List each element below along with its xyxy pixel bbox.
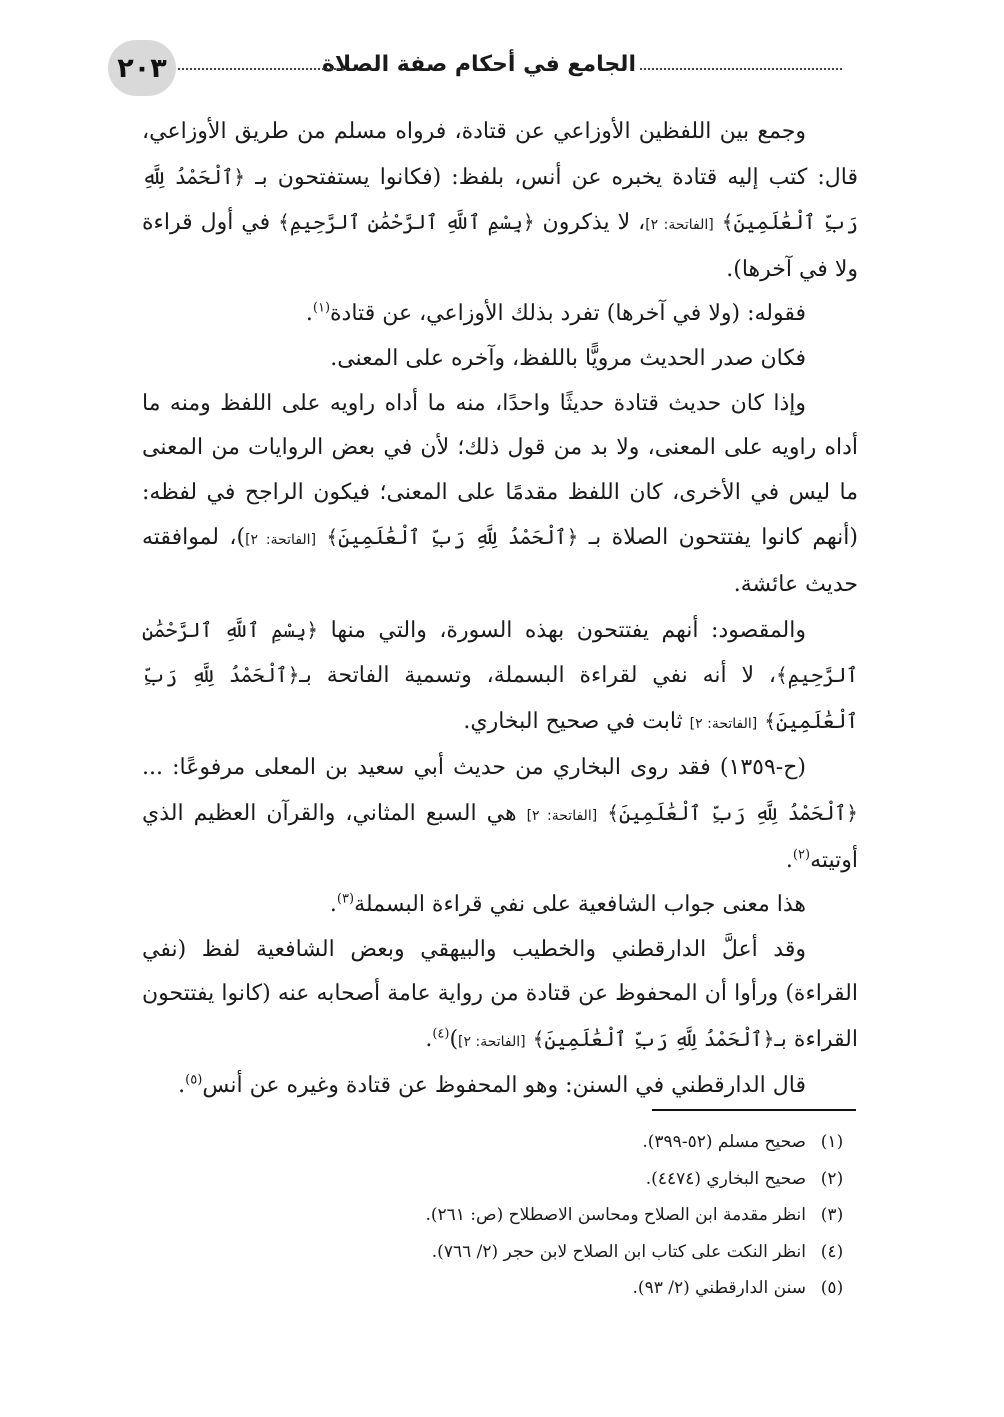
footnote	[142, 1161, 858, 1198]
footnote-separator	[652, 1109, 856, 1111]
footnotes	[142, 1124, 858, 1307]
quran-quote: ﴿ٱلْحَمْدُ لِلَّهِ رَبِّ ٱلْعَٰلَمِينَ﴾	[532, 1026, 775, 1051]
text-run: )	[449, 1026, 459, 1052]
quran-quote: ﴿ٱلْحَمْدُ لِلَّهِ رَبِّ ٱلْعَٰلَمِينَ﴾	[142, 663, 858, 733]
paragraph	[142, 883, 858, 928]
text-run: فكان صدر الحديث مرويًّا باللفظ، وآخره على المعنى.	[330, 345, 806, 371]
footnote-number: (٢)	[820, 1168, 844, 1189]
paragraph	[142, 1064, 858, 1109]
surah-reference: [الفاتحة: ٢]	[458, 1033, 526, 1050]
text-run	[714, 210, 722, 235]
quran-quote: ﴿ٱلْحَمْدُ لِلَّهِ رَبِّ ٱلْعَٰلَمِينَ﴾	[607, 800, 859, 825]
footnote	[142, 1270, 858, 1307]
text-run: .	[178, 1073, 186, 1099]
paragraph	[142, 608, 858, 747]
text-run	[597, 801, 607, 826]
text-run: )، لموافقته حديث عائشة.	[142, 525, 858, 597]
main-text	[142, 110, 858, 1109]
surah-reference: [الفاتحة: ٢]	[689, 715, 758, 732]
running-header-title: الجامع في أحكام صفة الصلاة	[321, 52, 636, 77]
surah-reference: [الفاتحة: ٢]	[245, 532, 317, 549]
footnote	[142, 1234, 858, 1271]
footnote-number: (٣)	[820, 1205, 844, 1225]
footnote-text: سنن الدارقطني (٢/ ٩٣).	[632, 1278, 806, 1298]
footnote	[142, 1124, 858, 1161]
footnote-number: (٥)	[820, 1278, 844, 1298]
footnote-number: (١)	[820, 1132, 844, 1152]
text-run: قال الدارقطني في السنن: وهو المحفوظ عن قتادة وغيره عن أنس	[202, 1073, 806, 1099]
paragraph	[142, 110, 858, 292]
text-run: والمقصود: أنهم يفتتحون بهذه السورة، والتي منها	[318, 617, 806, 643]
footnote-marker: (٢)	[792, 847, 811, 863]
header-dotted-rule-left	[178, 56, 344, 70]
text-run: هذا معنى جواب الشافعية على نفي قراءة البسملة	[354, 892, 806, 918]
paragraph	[142, 746, 858, 883]
paragraph	[142, 382, 858, 608]
footnote-number: (٤)	[820, 1241, 844, 1262]
header-dotted-rule-right	[640, 56, 842, 70]
text-run: وإذا كان حديث قتادة حديثًا واحدًا، منه ما أداه راويه على اللفظ ومنه ما أداه راويه على المعنى، ولا بد من قول ذلك؛ لأن في بعض الروايات من المعنى ما ليس في الأخرى، كان اللفظ مقدمًا على المعنى؛ فيكون الراجح في لفظه: (أنهم كانوا يفتتحون الصلاة بـ	[142, 390, 858, 551]
footnote	[142, 1197, 858, 1234]
text-run: وجمع بين اللفظين الأوزاعي عن قتادة، فرواه مسلم من طريق الأوزاعي، قال: كتب إليه قتادة يخبره عن أنس، بلفظ: (فكانوا يستفتحون بـ	[142, 119, 859, 190]
text-run	[526, 1027, 533, 1052]
text-run: في أول قراءة ولا في آخرها).	[142, 210, 858, 282]
page-number-badge	[108, 40, 176, 96]
text-run: (ح-١٣٥٩) فقد روى البخاري من حديث أبي سعيد بن المعلى مرفوعًا: ...	[142, 755, 806, 781]
footnote-text: صحيح البخاري (٤٤٧٤).	[645, 1168, 806, 1189]
text-run: .	[425, 1026, 433, 1052]
paragraph	[142, 292, 858, 337]
quran-quote: ﴿ٱلْحَمْدُ لِلَّهِ رَبِّ ٱلْعَٰلَمِينَ﴾	[326, 525, 579, 550]
paragraph	[142, 337, 858, 382]
footnote-text: صحيح مسلم (٥٢-٣٩٩).	[642, 1132, 806, 1152]
text-run: .	[329, 892, 337, 918]
text-run: فقوله: (ولا في آخرها) تفرد بذلك الأوزاعي، عن قتادة	[330, 301, 806, 327]
text-run: ثابت في صحيح البخاري.	[463, 708, 690, 734]
paragraph	[142, 928, 858, 1065]
footnote-text: انظر النكت على كتاب ابن الصلاح لابن حجر (٢/ ٧٦٦).	[431, 1241, 806, 1262]
text-run: هي السبع المثاني، والقرآن العظيم الذي أوتيته	[142, 800, 858, 873]
surah-reference: [الفاتحة: ٢]	[645, 217, 714, 234]
text-run: .	[305, 301, 313, 327]
surah-reference: [الفاتحة: ٢]	[526, 807, 598, 824]
text-run: وقد أعلَّ الدارقطني والخطيب والبيهقي وبعض الشافعية لفظ (نفي القراءة) ورأوا أن المحفوظ عن قتادة من رواية عامة أصحابه عنه (كانوا يفتتحون القراءة بـ	[142, 936, 858, 1052]
text-run	[316, 525, 326, 550]
footnote-marker: (١)	[312, 301, 331, 317]
text-run: ، لا أنه نفي لقراءة البسملة، وتسمية الفاتحة بـ	[299, 663, 776, 689]
footnote-marker: (٥)	[185, 1073, 203, 1089]
quran-quote: ﴿بِسْمِ ٱللَّهِ ٱلرَّحْمَٰنِ ٱلرَّحِيمِ﴾	[142, 617, 858, 688]
text-run: .	[785, 847, 793, 873]
footnote-text: انظر مقدمة ابن الصلاح ومحاسن الاصطلاح (ص: ٢٦١).	[425, 1205, 806, 1225]
footnote-marker: (٤)	[432, 1026, 450, 1042]
text-run: ، لا يذكرون	[534, 210, 646, 236]
quran-quote: ﴿ٱلْحَمْدُ لِلَّهِ رَبِّ ٱلْعَٰلَمِينَ﴾	[142, 164, 858, 235]
footnote-marker: (٣)	[336, 891, 355, 907]
page-number: ٢٠٣	[117, 52, 167, 84]
quran-quote: ﴿بِسْمِ ٱللَّهِ ٱلرَّحْمَٰنِ ٱلرَّحِيمِ﴾	[278, 210, 535, 235]
